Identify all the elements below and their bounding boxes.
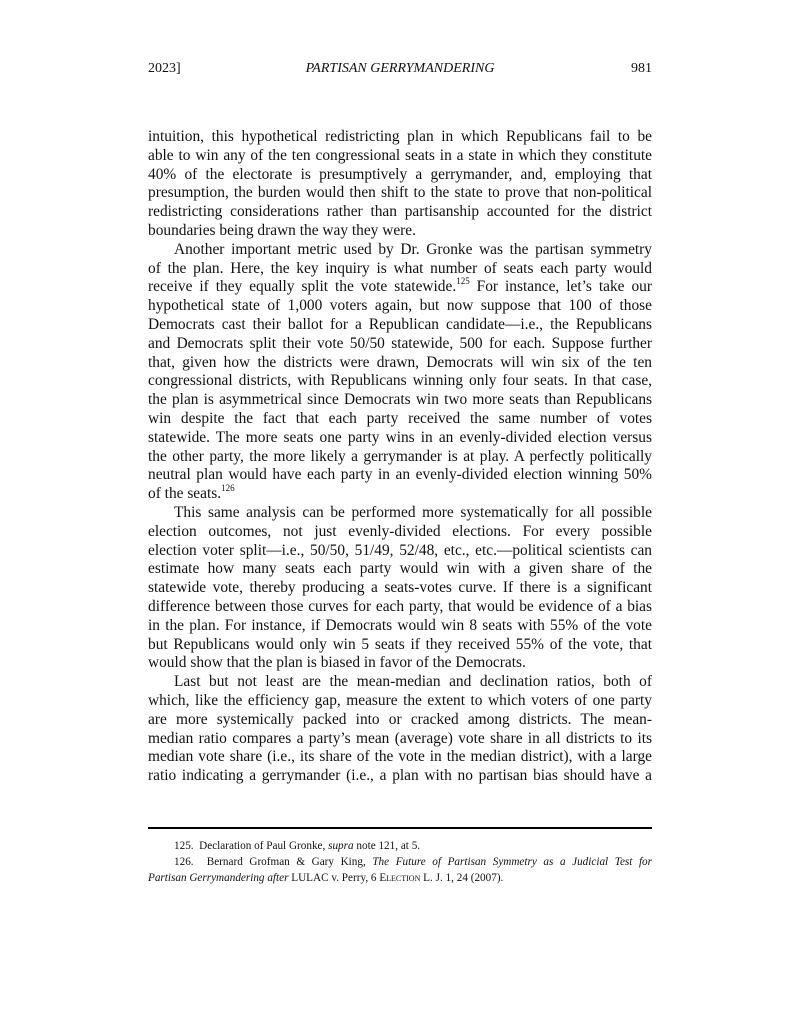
text-line bbox=[148, 579, 652, 598]
text-segment: which, like the efficiency gap, measure the extent to which voters of one party bbox=[148, 691, 652, 709]
text-segment: election outcomes, not just evenly-divided elections. For every possible bbox=[148, 522, 652, 540]
footnote bbox=[148, 854, 652, 886]
text-segment: Partisan Gerrymandering after bbox=[148, 872, 289, 884]
text-segment: election voter split—i.e., 50/50, 51/49, 52/48, etc., etc.—political scientists can bbox=[148, 541, 652, 559]
text-line bbox=[148, 504, 652, 523]
text-segment: redistricting considerations rather than partisanship accounted for the district bbox=[148, 203, 652, 221]
text-segment: in the plan. For instance, if Democrats would win 8 seats with 55% of the vote bbox=[148, 616, 652, 634]
paragraph bbox=[148, 504, 652, 673]
footnote-reference[interactable]: 125 bbox=[456, 276, 470, 287]
text-line bbox=[148, 654, 652, 673]
page-number: 981 bbox=[631, 61, 652, 76]
text-line bbox=[148, 598, 652, 617]
paragraph bbox=[148, 241, 652, 504]
text-line bbox=[148, 429, 652, 448]
text-segment: Democrats cast their ballot for a Republican candidate—i.e., the Republicans bbox=[148, 315, 652, 333]
text-segment: hypothetical state of 1,000 voters again, but now suppose that 100 of those bbox=[148, 297, 652, 315]
text-line bbox=[148, 692, 652, 711]
text-line bbox=[148, 410, 652, 429]
text-line bbox=[148, 260, 652, 279]
text-line bbox=[148, 748, 652, 767]
text-segment: statewide. The more seats one party wins in an evenly-divided election versus bbox=[148, 428, 652, 446]
text-line bbox=[148, 147, 652, 166]
text-segment: Election bbox=[379, 872, 421, 884]
header-title: PARTISAN GERRYMANDERING bbox=[305, 61, 495, 76]
text-segment: supra bbox=[328, 840, 354, 852]
body-text bbox=[148, 128, 652, 786]
text-segment: congressional districts, with Republicans winning only four seats. In that case, bbox=[148, 372, 652, 390]
text-segment: presumption, the burden would then shift to the state to prove that non-political bbox=[148, 184, 652, 202]
text-segment: L. J. 1, 24 (2007). bbox=[420, 872, 504, 884]
text-segment: The Future of Partisan Symmetry as a Judicial Test for bbox=[372, 856, 653, 868]
text-line bbox=[148, 673, 652, 692]
footnote-line bbox=[148, 838, 652, 854]
text-line bbox=[148, 222, 652, 241]
running-header bbox=[148, 61, 652, 81]
text-line bbox=[148, 203, 652, 222]
text-line bbox=[148, 241, 652, 260]
footnote-reference[interactable]: 126 bbox=[221, 483, 235, 494]
footnote-line bbox=[148, 854, 652, 870]
paragraph bbox=[148, 673, 652, 786]
text-line bbox=[148, 485, 652, 504]
text-segment: receive if they equally split the vote statewide. bbox=[148, 278, 457, 296]
text-line bbox=[148, 448, 652, 467]
text-line bbox=[148, 372, 652, 391]
text-line bbox=[148, 184, 652, 203]
text-segment: boundaries being drawn the way they were. bbox=[148, 221, 416, 239]
text-line bbox=[148, 278, 652, 297]
text-line bbox=[148, 523, 652, 542]
text-segment: 40% of the electorate is presumptively a gerrymander, and, employing that bbox=[148, 165, 652, 183]
footnote bbox=[148, 838, 652, 854]
text-segment: of the plan. Here, the key inquiry is what number of seats each party would bbox=[148, 259, 652, 277]
footnotes bbox=[148, 838, 652, 886]
text-line bbox=[148, 297, 652, 316]
text-segment: that, given how the districts were drawn, Democrats will win six of the ten bbox=[148, 353, 652, 371]
text-segment: median ratio compares a party’s mean (average) vote share in all districts to its bbox=[148, 729, 652, 747]
text-segment: median vote share (i.e., its share of the vote in the median district), with a large bbox=[148, 748, 652, 766]
text-line bbox=[148, 354, 652, 373]
footnote-divider bbox=[148, 827, 652, 829]
text-line bbox=[148, 391, 652, 410]
text-segment: neutral plan would have each party in an evenly-divided election winning 50% bbox=[148, 466, 652, 484]
text-line bbox=[148, 767, 652, 786]
text-line bbox=[148, 542, 652, 561]
text-segment: the plan is asymmetrical since Democrats win two more seats than Republicans bbox=[148, 391, 652, 409]
text-segment: of the seats. bbox=[148, 485, 222, 503]
header-year: 2023] bbox=[148, 61, 181, 76]
text-segment: Last but not least are the mean-median and declination ratios, both of bbox=[174, 673, 652, 691]
text-segment: For instance, let’s take our bbox=[469, 278, 652, 296]
text-segment: would show that the plan is biased in favor of the Democrats. bbox=[148, 654, 526, 672]
text-line bbox=[148, 335, 652, 354]
text-segment: are more systemically packed into or cracked among districts. The mean- bbox=[148, 710, 652, 728]
text-segment: intuition, this hypothetical redistricting plan in which Republicans fail to be bbox=[148, 128, 652, 145]
footnote-line bbox=[148, 870, 652, 886]
text-line bbox=[148, 636, 652, 655]
text-segment: Another important metric used by Dr. Gronke was the partisan symmetry bbox=[174, 240, 652, 258]
text-line bbox=[148, 166, 652, 185]
text-segment: able to win any of the ten congressional seats in a state in which they constitute bbox=[148, 146, 652, 164]
text-line bbox=[148, 730, 652, 749]
text-segment: difference between those curves for each party, that would be evidence of a bias bbox=[148, 597, 652, 615]
text-line bbox=[148, 560, 652, 579]
text-segment: estimate how many seats each party would win with a given share of the bbox=[148, 560, 652, 578]
text-segment: the other party, the more likely a gerrymander is at play. A perfectly politically bbox=[148, 447, 652, 465]
footnote-number: 125. bbox=[174, 840, 194, 852]
text-segment: ratio indicating a gerrymander (i.e., a plan with no partisan bias should have a bbox=[148, 767, 652, 785]
text-segment: Bernard Grofman & Gary King, bbox=[206, 856, 373, 868]
text-line bbox=[148, 617, 652, 636]
text-segment: LULAC v. Perry, 6 bbox=[288, 872, 380, 884]
text-segment: win despite the fact that each party received the same number of votes bbox=[148, 409, 652, 427]
text-segment: but Republicans would only win 5 seats if they received 55% of the vote, that bbox=[148, 635, 652, 653]
text-line bbox=[148, 711, 652, 730]
text-segment: note 121, at 5. bbox=[353, 840, 421, 852]
text-segment: This same analysis can be performed more systematically for all possible bbox=[174, 503, 652, 521]
text-segment: and Democrats split their vote 50/50 statewide, 500 for each. Suppose further bbox=[148, 334, 652, 352]
footnote-number: 126. bbox=[174, 856, 194, 868]
text-segment: Declaration of Paul Gronke, bbox=[199, 840, 329, 852]
text-line bbox=[148, 128, 652, 147]
text-line bbox=[148, 316, 652, 335]
paragraph bbox=[148, 128, 652, 241]
text-segment: statewide vote, thereby producing a seats-votes curve. If there is a significant bbox=[148, 579, 652, 597]
